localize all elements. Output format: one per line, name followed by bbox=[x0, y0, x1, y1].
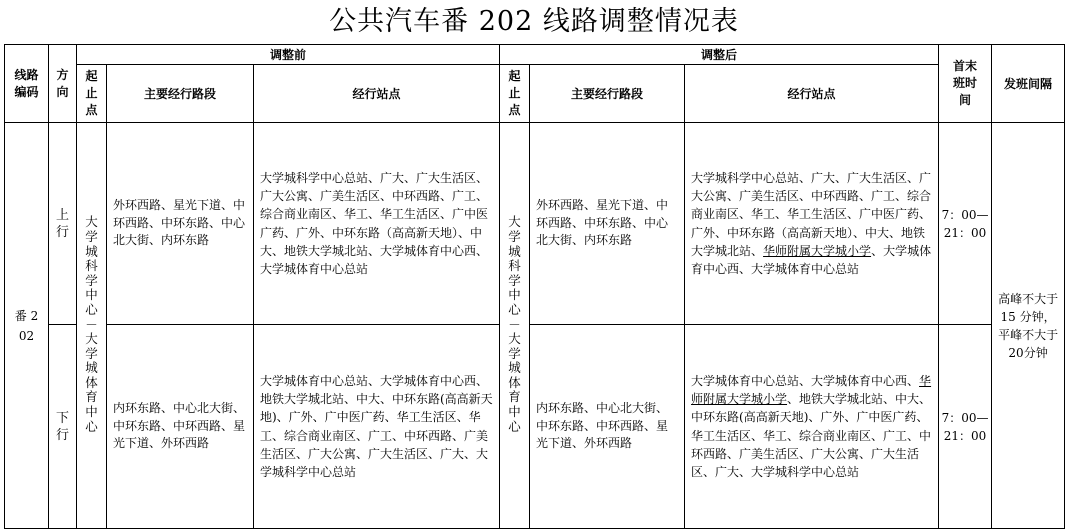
header-direction: 方向 bbox=[49, 45, 77, 123]
new-stop-underlined: 华师附属大学城小学 bbox=[763, 243, 872, 258]
after-stops-up: 大学城科学中心总站、广大、广大生活区、广大公寓、广美生活区、中环西路、广工、综合商业南区、华工、华工生活区、广中医广药、广外、中环东路（高高新天地）、中大、地铁大学城北站、华师附属大学城小学、大学城体育中心西、大学城体育中心总站 bbox=[685, 123, 939, 325]
direction-up-cell: 上行 bbox=[49, 123, 77, 325]
table-row bbox=[5, 123, 1065, 325]
after-stops-down: 大学城体育中心总站、大学城体育中心西、华师附属大学城小学、地铁大学城北站、中大、中环东路(高高新天地)、广外、广中医广药、华工生活区、华工、综合商业南区、广工、中环西路、广美生活区、广大公寓、广大生活区、广大、大学城科学中心总站 bbox=[685, 325, 939, 529]
interval-cell: 高峰不大于 15 分钟，平峰不大于 20分钟 bbox=[992, 123, 1065, 529]
before-roads-up: 外环西路、星光下道、中环西路、中环东路、中心北大街、内环东路 bbox=[107, 123, 254, 325]
before-roads-down: 内环东路、中心北大街、中环东路、中环西路、星光下道、外环西路 bbox=[107, 325, 254, 529]
before-stops-down: 大学城体育中心总站、大学城体育中心西、地铁大学城北站、中大、中环东路(高高新天地)、广外、广中医广药、华工生活区、华工、综合商业南区、广工、中环西路、广美生活区、广大公寓、广大生活区、广大、大学城科学中心总站 bbox=[254, 325, 500, 529]
header-route-code: 线路编码 bbox=[5, 45, 49, 123]
header-first-last: 首末班时间 bbox=[939, 45, 992, 123]
header-terminals-before: 起止点 bbox=[77, 65, 107, 123]
header-terminals-after: 起止点 bbox=[500, 65, 530, 123]
route-adjustment-table bbox=[4, 44, 1065, 529]
header-interval: 发班间隔 bbox=[992, 45, 1065, 123]
before-stops-up: 大学城科学中心总站、广大、广大生活区、广大公寓、广美生活区、中环西路、广工、综合商业南区、华工、华工生活区、广中医广药、广外、中环东路（高高新天地）、中大、地铁大学城北站、大学城体育中心西、大学城体育中心总站 bbox=[254, 123, 500, 325]
header-after: 调整后 bbox=[500, 45, 939, 65]
after-roads-down: 内环东路、中心北大街、中环东路、中环西路、星光下道、外环西路 bbox=[530, 325, 685, 529]
direction-down-cell: 下行 bbox=[49, 325, 77, 529]
page-title: 公共汽车番 202 线路调整情况表 bbox=[329, 6, 739, 37]
time-up-cell: 7：00—21：00 bbox=[939, 123, 992, 325]
table-row bbox=[5, 325, 1065, 529]
header-before: 调整前 bbox=[77, 45, 500, 65]
terminals-before-cell: 大学城科学中心－大学城体育中心 bbox=[77, 123, 107, 529]
header-main-roads-before: 主要经行路段 bbox=[107, 65, 254, 123]
terminals-after-cell: 大学城科学中心－大学城体育中心 bbox=[500, 123, 530, 529]
after-roads-up: 外环西路、星光下道、中环西路、中环东路、中心北大街、内环东路 bbox=[530, 123, 685, 325]
header-stops-after: 经行站点 bbox=[685, 65, 939, 123]
new-stop-underlined: 华师附属大学城小学 bbox=[691, 373, 932, 407]
header-main-roads-after: 主要经行路段 bbox=[530, 65, 685, 123]
time-down-cell: 7：00—21：00 bbox=[939, 325, 992, 529]
route-code-cell: 番 202 bbox=[5, 123, 49, 529]
header-stops-before: 经行站点 bbox=[254, 65, 500, 123]
